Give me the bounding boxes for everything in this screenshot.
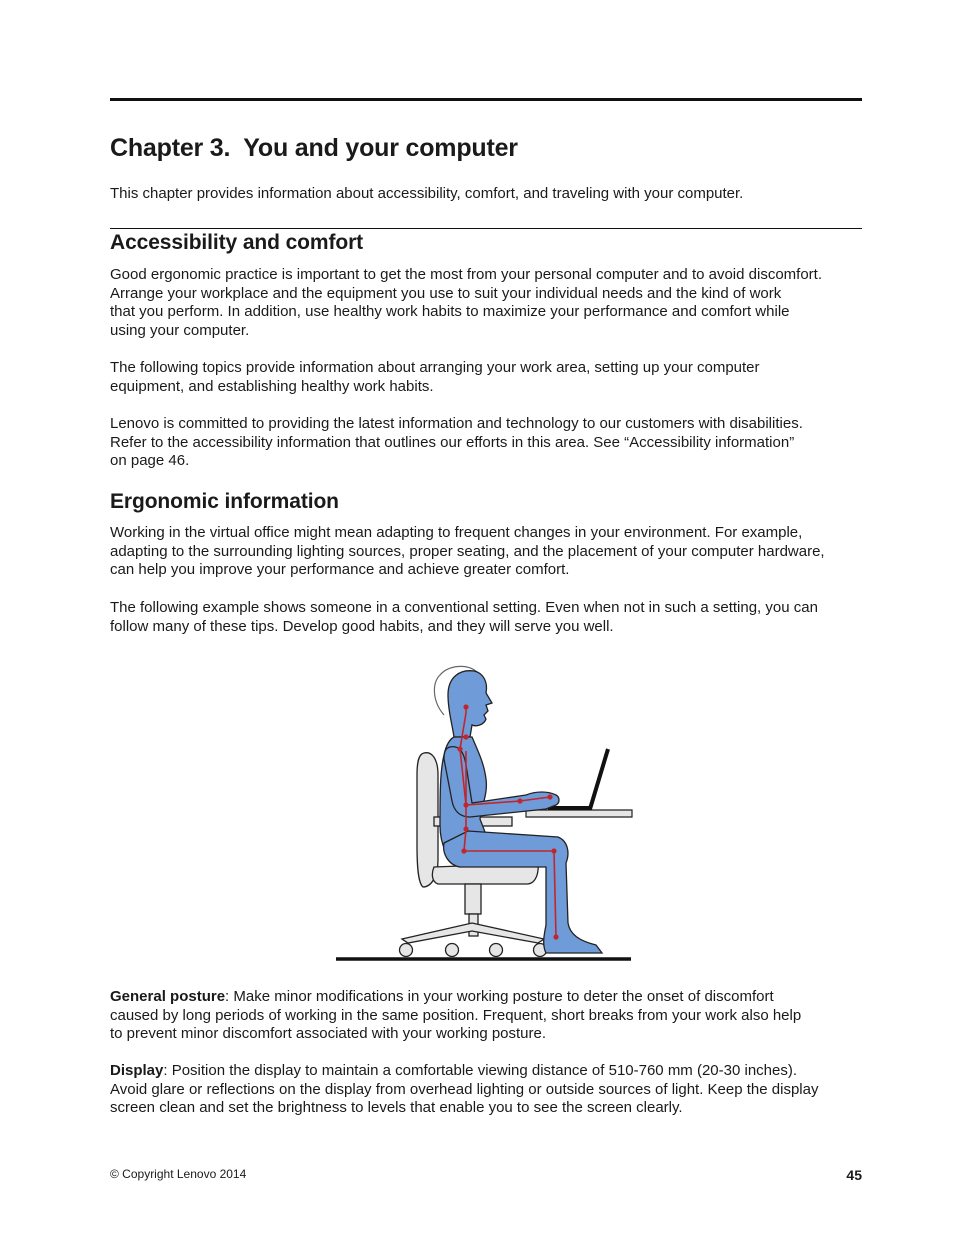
text-line: Refer to the accessibility information that outlines our efforts in this area. See “Accessibility information” <box>110 433 795 451</box>
text-line: follow many of these tips. Develop good habits, and they will serve you well. <box>110 617 614 635</box>
chapter-top-rule <box>110 98 862 101</box>
text-line: caused by long periods of working in the same position. Frequent, short breaks from your work also help <box>110 1006 802 1024</box>
ergonomic-paragraph-1 <box>110 524 870 580</box>
accessibility-paragraph-2 <box>110 359 870 396</box>
text-line: The following topics provide information about arranging your work area, setting up your computer <box>110 359 760 376</box>
text-line: can help you improve your performance and achieve greater comfort. <box>110 561 570 579</box>
text-line: The following example shows someone in a conventional setting. Even when not in such a setting, you can <box>110 599 818 616</box>
chapter-intro: This chapter provides information about accessibility, comfort, and traveling with your computer. <box>110 185 744 202</box>
text-line: Working in the virtual office might mean adapting to frequent changes in your environment. For example, <box>110 524 803 541</box>
chair-column <box>465 884 481 914</box>
chair-caster <box>446 944 459 957</box>
section-rule <box>110 228 862 229</box>
text-line: using your computer. <box>110 322 250 340</box>
display-text: : Position the display to maintain a comfortable viewing distance of 510-760 mm (20-30 inches). <box>163 1062 798 1079</box>
text-line: adapting to the surrounding lighting sources, proper seating, and the placement of your computer hardware, <box>110 542 825 560</box>
ergonomic-paragraph-2 <box>110 599 870 636</box>
laptop-keyboard <box>548 806 592 810</box>
text-line: Avoid glare or reflections on the display from overhead lighting or outside sources of light. Keep the display <box>110 1080 819 1098</box>
text-line: that you perform. In addition, use healthy work habits to maximize your performance and comfort while <box>110 303 790 321</box>
text-line: screen clean and set the brightness to levels that enable you to see the screen clearly. <box>110 1099 683 1117</box>
text-line: Good ergonomic practice is important to get the most from your personal computer and to avoid discomfort. <box>110 266 823 283</box>
chair-caster <box>400 944 413 957</box>
text-line: Lenovo is committed to providing the latest information and technology to our customers with disabilities. <box>110 415 803 432</box>
text-line: to prevent minor discomfort associated with your working posture. <box>110 1025 547 1043</box>
display-label: Display <box>110 1062 164 1079</box>
general-posture-text: : Make minor modifications in your working posture to deter the onset of discomfort <box>225 988 774 1005</box>
text-line <box>110 988 870 1007</box>
text-line <box>110 1062 870 1081</box>
desk-top <box>526 810 632 817</box>
text-line: Arrange your workplace and the equipment you use to suit your individual needs and the kind of work <box>110 284 782 302</box>
ergonomic-posture-illustration <box>320 655 640 965</box>
accessibility-paragraph-3 <box>110 415 870 471</box>
text-line: on page 46. <box>110 452 190 470</box>
laptop-screen <box>590 749 608 809</box>
person-head <box>448 671 492 737</box>
general-posture-label: General posture <box>110 988 226 1005</box>
ergonomic-heading: Ergonomic information <box>110 490 339 513</box>
accessibility-heading: Accessibility and comfort <box>110 231 364 254</box>
page-number: 45 <box>846 1167 862 1183</box>
text-line: equipment, and establishing healthy work habits. <box>110 377 434 395</box>
general-posture-paragraph <box>110 988 870 1044</box>
chapter-title: Chapter 3. You and your computer <box>110 134 518 162</box>
accessibility-paragraph-1 <box>110 266 870 341</box>
chair-caster <box>490 944 503 957</box>
footer-copyright: © Copyright Lenovo 2014 <box>110 1167 247 1181</box>
display-paragraph <box>110 1062 870 1118</box>
